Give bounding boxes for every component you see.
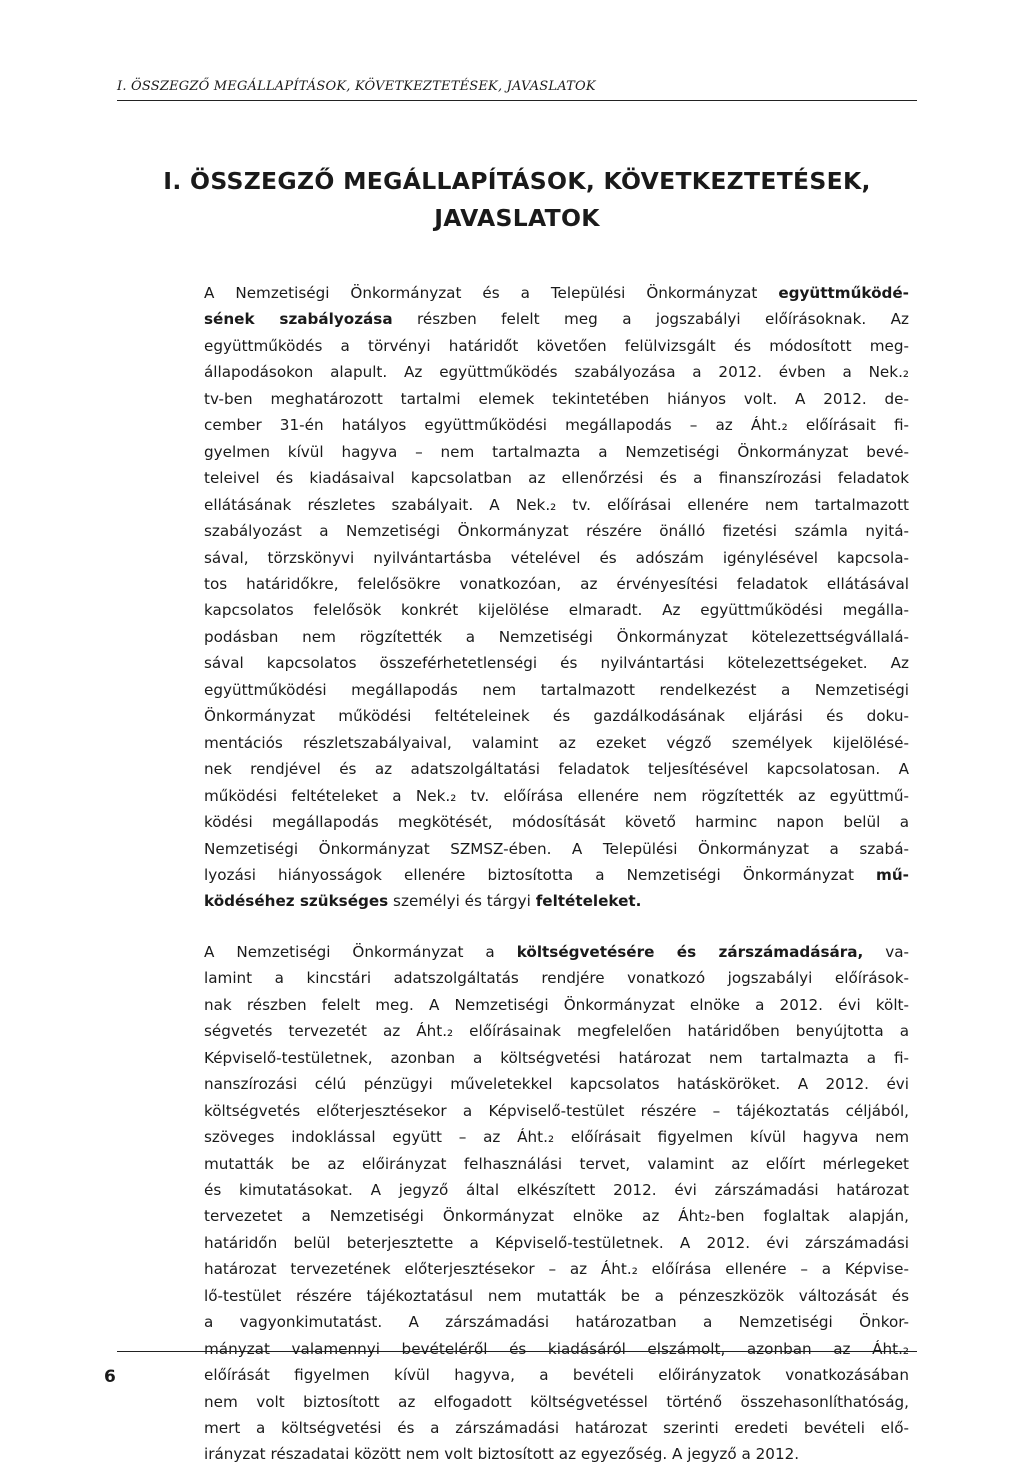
text-run: ellátásának részletes szabályait. A Nek.₂ tv. előírásai ellenére nem tartalmazott xyxy=(204,495,909,514)
text-line xyxy=(204,1336,909,1362)
text-run: nak részben felelt meg. A Nemzetiségi Önkormányzat elnöke a 2012. évi költ- xyxy=(204,995,909,1014)
text-run: podásban nem rögzítették a Nemzetiségi Önkormányzat kötelezettségvállalá- xyxy=(204,627,909,646)
text-line xyxy=(204,836,909,862)
text-run: Képviselő-testületnek, azonban a költségvetési határozat nem tartalmazta a fi- xyxy=(204,1048,909,1067)
running-header: I. ÖSSZEGZŐ MEGÁLLAPÍTÁSOK, KÖVETKEZTETÉSEK, JAVASLATOK xyxy=(117,79,596,94)
text-line xyxy=(204,730,909,756)
text-line xyxy=(204,571,909,597)
text-line xyxy=(204,1256,909,1282)
text-run: Önkormányzat működési feltételeinek és gazdálkodásának eljárási és doku- xyxy=(204,707,909,726)
text-line xyxy=(204,1389,909,1415)
paragraph xyxy=(204,939,909,1468)
text-run: A Nemzetiségi Önkormányzat a xyxy=(204,942,517,961)
bold-text: mű- xyxy=(876,865,909,884)
text-line xyxy=(204,412,909,438)
text-run: mányzat valamennyi bevételéről és kiadásáról elszámolt, azonban az Áht.₂ xyxy=(204,1339,909,1358)
text-run: lő-testület részére tájékoztatásul nem mutatták be a pénzeszközök változását és xyxy=(204,1286,909,1305)
text-run: ségvetés tervezetét az Áht.₂ előírásainak megfelelően határidőben benyújtotta a xyxy=(204,1022,909,1041)
text-line xyxy=(204,650,909,676)
text-run: szabályozást a Nemzetiségi Önkormányzat részére önálló fizetési számla nyitá- xyxy=(204,522,909,541)
text-line xyxy=(204,624,909,650)
text-line xyxy=(204,1415,909,1441)
text-line xyxy=(204,439,909,465)
text-run: és kimutatásokat. A jegyző által elkészített 2012. évi zárszámadási határozat xyxy=(204,1180,909,1199)
text-run: előírását figyelmen kívül hagyva, a bevételi előirányzatok vonatkozásában xyxy=(204,1366,909,1385)
text-run: gyelmen kívül hagyva – nem tartalmazta a Nemzetiségi Önkormányzat bevé- xyxy=(204,442,909,461)
text-run: va- xyxy=(863,942,909,961)
text-line xyxy=(204,1071,909,1097)
bold-text: sének szabályozása xyxy=(204,310,393,329)
text-line xyxy=(204,359,909,385)
text-run: lamint a kincstári adatszolgáltatás rendjére vonatkozó jogszabályi előírások- xyxy=(204,969,909,988)
text-line xyxy=(204,1018,909,1044)
text-line xyxy=(204,1151,909,1177)
text-line xyxy=(204,545,909,571)
text-run: irányzat részadatai között nem volt biztosított az egyezőség. A jegyző a 2012. xyxy=(204,1445,800,1464)
text-run: nek rendjével és az adatszolgáltatási feladatok teljesítésével kapcsolatosan. A xyxy=(204,760,909,779)
text-run: A Nemzetiségi Önkormányzat és a Települési Önkormányzat xyxy=(204,284,779,302)
text-run: a vagyonkimutatást. A zárszámadási határozatban a Nemzetiségi Önkor- xyxy=(204,1313,909,1332)
text-line xyxy=(204,888,909,914)
text-run: működési feltételeket a Nek.₂ tv. előírása ellenére nem rögzítették az együttmű- xyxy=(204,786,909,805)
text-line xyxy=(204,333,909,359)
text-line xyxy=(204,939,909,965)
text-line xyxy=(204,492,909,518)
text-run: személyi és tárgyi xyxy=(388,892,536,911)
text-run: mentációs részletszabályaival, valamint az ezeket végző személyek kijelölésé- xyxy=(204,733,909,752)
page-number: 6 xyxy=(104,1367,116,1387)
text-line xyxy=(204,1124,909,1150)
text-run: lyozási hiányosságok ellenére biztosította a Nemzetiségi Önkormányzat xyxy=(204,865,877,884)
text-run: mert a költségvetési és a zárszámadási határozat szerinti eredeti bevételi elő- xyxy=(204,1419,909,1438)
text-line xyxy=(204,783,909,809)
text-line xyxy=(204,992,909,1018)
text-line xyxy=(204,1203,909,1229)
text-run: részben felelt meg a jogszabályi előírásoknak. Az xyxy=(392,310,909,329)
text-run: szöveges indoklással együtt – az Áht.₂ előírásait figyelmen kívül hagyva nem xyxy=(204,1128,909,1147)
bold-text: költségvetésére és zárszámadására, xyxy=(516,942,864,961)
text-line xyxy=(204,518,909,544)
text-run: teleivel és kiadásaival kapcsolatban az ellenőrzési és a finanszírozási feladatok xyxy=(204,469,909,488)
text-run: ködési megállapodás megkötését, módosítását követő harminc napon belül a xyxy=(204,813,909,832)
text-line xyxy=(204,1045,909,1071)
text-line xyxy=(204,1177,909,1203)
text-line xyxy=(204,809,909,835)
text-run: tos határidőkre, felelősökre vonatkozóan, az érvényesítési feladatok ellátásával xyxy=(204,574,909,593)
text-run: költségvetés előterjesztésekor a Képviselő-testület részére – tájékoztatás céljából, xyxy=(204,1101,909,1120)
text-run: tv-ben meghatározott tartalmi elemek tekintetében hiányos volt. A 2012. de- xyxy=(204,389,909,408)
text-run: sával, törzskönyvi nyilvántartásba vételével és adószám igénylésével kapcsola- xyxy=(204,548,909,567)
text-line xyxy=(204,703,909,729)
footer-rule xyxy=(117,1351,917,1352)
text-run: tervezetet a Nemzetiségi Önkormányzat elnöke az Áht₂-ben foglaltak alapján, xyxy=(204,1207,909,1226)
text-run: mutatták be az előirányzat felhasználási tervet, valamint az előírt mérlegeket xyxy=(204,1154,909,1173)
body-text xyxy=(204,280,909,1468)
text-run: nem volt biztosított az elfogadott költségvetéssel történő összehasonlíthatóság, xyxy=(204,1392,909,1411)
text-run: cember 31-én hatályos együttműködési megállapodás – az Áht.₂ előírásait fi- xyxy=(204,416,909,435)
text-line xyxy=(204,1362,909,1388)
text-run: nanszírozási célú pénzügyi műveletekkel kapcsolatos hatásköröket. A 2012. évi xyxy=(204,1075,909,1094)
text-line xyxy=(204,1283,909,1309)
text-line xyxy=(204,306,909,332)
text-run: együttműködés a törvényi határidőt követően felülvizsgált és módosított meg- xyxy=(204,336,909,355)
paragraph xyxy=(204,280,909,915)
text-run: határidőn belül beterjesztette a Képviselő-testületnek. A 2012. évi zárszámadási xyxy=(204,1233,909,1252)
text-line xyxy=(204,677,909,703)
text-line xyxy=(204,756,909,782)
text-line xyxy=(204,597,909,623)
bold-text: feltételeket. xyxy=(535,892,642,911)
text-run: állapodásokon alapult. Az együttműködés szabályozása a 2012. évben a Nek.₂ xyxy=(204,363,909,382)
text-line xyxy=(204,862,909,888)
text-line xyxy=(204,1309,909,1335)
text-run: határozat tervezetének előterjesztésekor – az Áht.₂ előírása ellenére – a Képvise- xyxy=(204,1260,909,1279)
bold-text: ködéséhez szükséges xyxy=(204,892,389,911)
text-line xyxy=(204,1441,909,1467)
text-run: sával kapcsolatos összeférhetetlenségi és nyilvántartási kötelezettségeket. Az xyxy=(204,654,909,673)
chapter-title-line: JAVASLATOK xyxy=(434,204,600,232)
chapter-title xyxy=(117,163,917,237)
text-line xyxy=(204,280,909,306)
text-run: kapcsolatos felelősök konkrét kijelölése elmaradt. Az együttműködési megálla- xyxy=(204,601,909,620)
text-line xyxy=(204,386,909,412)
text-run: együttműködési megállapodás nem tartalmazott rendelkezést a Nemzetiségi xyxy=(204,680,909,699)
text-run: Nemzetiségi Önkormányzat SZMSZ-ében. A Települési Önkormányzat a szabá- xyxy=(204,839,909,858)
text-line xyxy=(204,1098,909,1124)
header-rule xyxy=(117,100,917,101)
text-line xyxy=(204,965,909,991)
chapter-title-line: I. ÖSSZEGZŐ MEGÁLLAPÍTÁSOK, KÖVETKEZTETÉSEK, xyxy=(163,167,871,195)
text-line xyxy=(204,465,909,491)
bold-text: együttműködé- xyxy=(778,284,909,302)
text-line xyxy=(204,1230,909,1256)
